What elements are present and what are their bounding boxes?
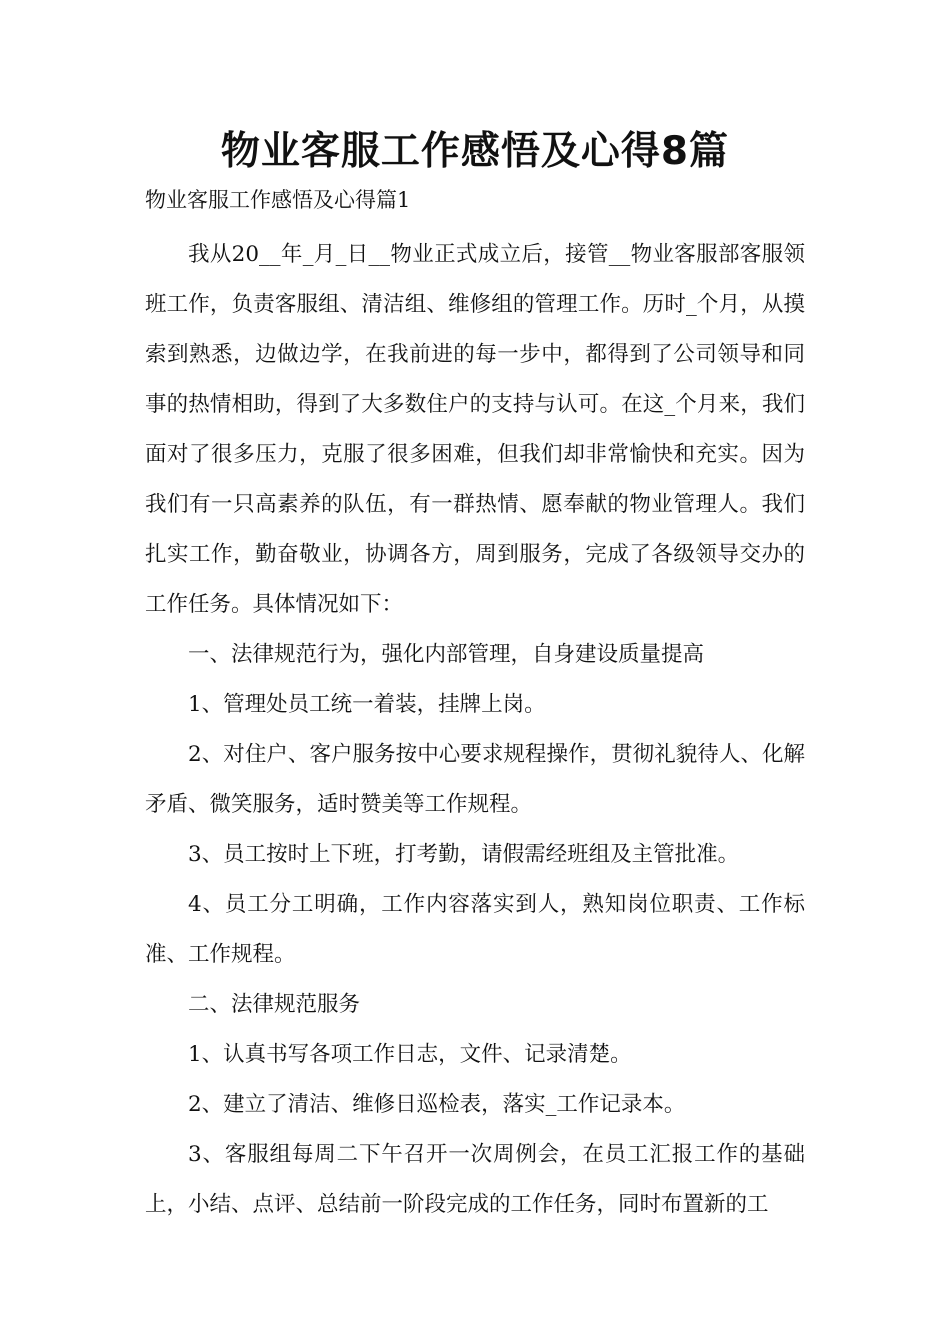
list-item: 2、对住户、客户服务按中心要求规程操作，贯彻礼貌待人、化解矛盾、微笑服务，适时赞美等工作规程。 [145, 742, 805, 817]
document-title: 物业客服工作感悟及心得8篇 [220, 129, 730, 174]
document-body [145, 230, 805, 1230]
heading-section-1: 一、法律规范行为，强化内部管理，自身建设质量提高 [188, 642, 705, 667]
list-item: 3、客服组每周二下午召开一次周例会，在员工汇报工作的基础上，小结、点评、总结前一阶段完成的工作任务，同时布置新的工 [145, 1142, 805, 1217]
paragraph-intro: 我从20__年_月_日__物业正式成立后，接管__物业客服部客服领班工作，负责客服组、清洁组、维修组的管理工作。历时_个月，从摸索到熟悉，边做边学，在我前进的每一步中，都得到了公司领导和同事的热情相助，得到了大多数住户的支持与认可。在这_个月来，我们面对了很多压力，克服了很多困难，但我们却非常愉快和充实。因为我们有一只高素养的队伍，有一群热情、愿奉献的物业管理人。我们扎实工作，勤奋敬业，协调各方，周到服务，完成了各级领导交办的工作任务。具体情况如下： [145, 242, 805, 617]
heading-section-2: 二、法律规范服务 [188, 992, 361, 1017]
list-item: 1、认真书写各项工作日志，文件、记录清楚。 [188, 1042, 632, 1067]
list-item: 4、员工分工明确，工作内容落实到人，熟知岗位职责、工作标准、工作规程。 [145, 892, 805, 967]
list-item: 3、员工按时上下班，打考勤，请假需经班组及主管批准。 [188, 842, 740, 867]
section-subtitle: 物业客服工作感悟及心得篇1 [145, 188, 411, 212]
list-item: 1、管理处员工统一着装，挂牌上岗。 [188, 692, 546, 717]
list-item: 2、建立了清洁、维修日巡检表，落实_工作记录本。 [188, 1092, 686, 1117]
